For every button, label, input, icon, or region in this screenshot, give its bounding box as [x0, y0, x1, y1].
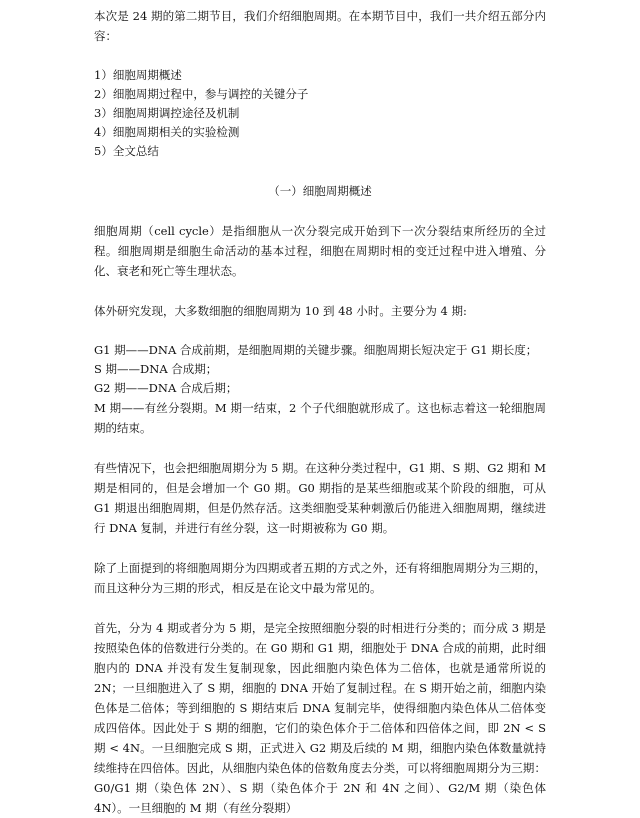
intro-paragraph: 本次是 24 期的第二期节目，我们介绍细胞周期。在本期节目中，我们一共介绍五部分内容：	[94, 9, 546, 43]
spacer	[94, 161, 546, 181]
section-title: （一）细胞周期概述	[268, 184, 372, 198]
spacer	[94, 46, 546, 66]
outline-item-3: 3）细胞周期调控途径及机制	[94, 106, 240, 120]
spacer	[94, 598, 546, 618]
outline-item-5: 5）全文总结	[94, 144, 159, 158]
paragraph-cell-cycle-duration: 体外研究发现，大多数细胞的细胞周期为 10 到 48 小时。主要分为 4 期:	[94, 304, 467, 318]
phase-g1: G1 期——DNA 合成前期，是细胞周期的关键步骤。细胞周期长短决定于 G1 期长度；	[94, 343, 538, 357]
phase-s: S 期——DNA 合成期；	[94, 362, 218, 376]
phase-m: M 期——有丝分裂期。M 期一结束，2 个子代细胞就形成了。这也标志着这一轮细胞周期的结束。	[94, 401, 546, 435]
spacer	[94, 538, 546, 558]
outline-item-2: 2）细胞周期过程中，参与调控的关键分子	[94, 87, 309, 101]
spacer	[94, 201, 546, 221]
paragraph-five-phases: 有些情况下，也会把细胞周期分为 5 期。在这种分类过程中，G1 期、S 期、G2 期和 M 期是相同的，但是会增加一个 G0 期。G0 期指的是某些细胞或某个阶段的细胞，可从 G1 期退出细胞周期，但是仍然存活。这类细胞受某种刺激后仍能进入细胞周期，继续进行 DNA 复制，并进行有丝分裂，这一时期被称为 G0 期。	[94, 461, 546, 535]
paragraph-chromosome-ploidy: 首先，分为 4 期或者分为 5 期，是完全按照细胞分裂的时相进行分类的；而分成 3 期是按照染色体的倍数进行分类的。在 G0 期和 G1 期，细胞处于 DNA 合成的前期，此时细胞内的 DNA 并没有发生复制现象，因此细胞内染色体为二倍体，也就是通常所说的 2N；一旦细胞进入了 S 期，细胞的 DNA 开始了复制过程。在 S 期开始之前，细胞内染色体是二倍体；等到细胞的 S 期结束后 DNA 复制完毕，使得细胞内染色体从二倍体变成四倍体。因此处于 S 期的细胞，它们的染色体介于二倍体和四倍体之间，即 2N < S 期 < 4N。一旦细胞完成 S 期，正式进入 G2 期及后续的 M 期，细胞内染色体数量就持续维持在四倍体。因此，从细胞内染色体的倍数角度去分类，可以将细胞周期分为三期：G0/G1 期（染色体 2N）、S 期（染色体介于 2N 和 4N 之间）、G2/M 期（染色体 4N）。一旦细胞的 M 期（有丝分裂期）	[94, 621, 546, 815]
phase-g2: G2 期——DNA 合成后期；	[94, 381, 238, 395]
outline-item-4: 4）细胞周期相关的实验检测	[94, 125, 240, 139]
paragraph-cell-cycle-definition: 细胞周期（cell cycle）是指细胞从一次分裂完成开始到下一次分裂结束所经历的全过程。细胞周期是细胞生命活动的基本过程，细胞在周期时相的变迁过程中进入增殖、分化、衰老和死亡等生理状态。	[94, 224, 546, 278]
spacer	[94, 438, 546, 458]
spacer	[94, 281, 546, 301]
spacer	[94, 321, 546, 341]
paragraph-three-phases: 除了上面提到的将细胞周期分为四期或者五期的方式之外，还有将细胞周期分为三期的，而且这种分为三期的形式，相反是在论文中最为常见的。	[94, 561, 546, 595]
outline-item-1: 1）细胞周期概述	[94, 68, 182, 82]
